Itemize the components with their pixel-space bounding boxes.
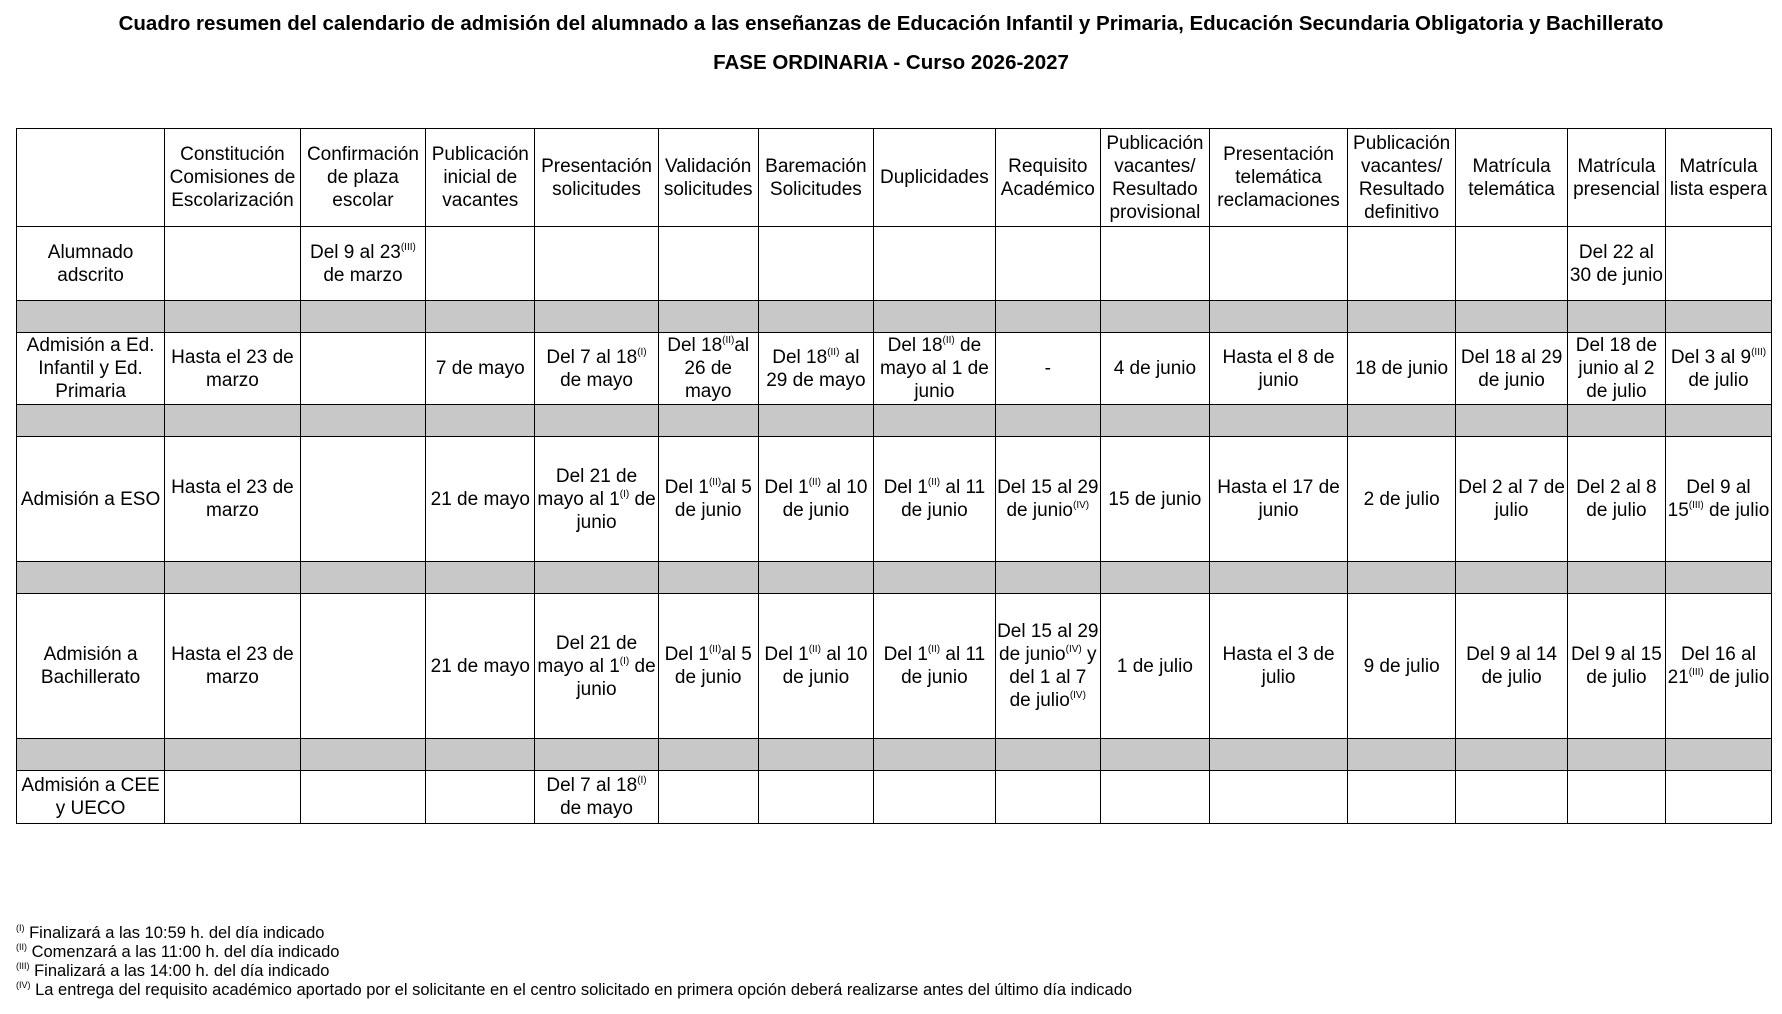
separator-cell xyxy=(1210,562,1348,594)
footnote-marker: (III) xyxy=(1751,346,1767,358)
table-cell xyxy=(300,594,425,739)
footnote-text: Finalizará a las 14:00 h. del día indicado xyxy=(29,962,330,980)
separator-cell xyxy=(758,562,873,594)
column-header: Duplicidades xyxy=(873,129,995,227)
footnote-marker: (I) xyxy=(619,488,630,500)
column-header: Publicación inicial de vacantes xyxy=(426,129,535,227)
table-row xyxy=(17,437,1772,562)
table-cell xyxy=(658,227,758,301)
separator-cell xyxy=(995,301,1100,333)
footnote-marker: (II) xyxy=(722,335,735,346)
separator-cell xyxy=(17,301,165,333)
separator-cell xyxy=(658,739,758,771)
table-cell xyxy=(873,227,995,301)
table-cell: Del 2 al 7 de julio xyxy=(1456,437,1568,562)
footnotes xyxy=(16,924,1132,1000)
table-cell: Del 18 de junio al 2 de julio xyxy=(1567,333,1665,405)
footnote-marker: (I) xyxy=(619,655,630,667)
table-row xyxy=(17,771,1772,824)
table-cell: Hasta el 23 de marzo xyxy=(165,333,301,405)
row-label: Alumnado adscrito xyxy=(17,227,165,301)
separator-cell xyxy=(758,301,873,333)
table-cell xyxy=(1456,771,1568,824)
table-cell: Del 9 al $23^{(III)}$ de marzo xyxy=(300,227,425,301)
separator-cell xyxy=(1665,301,1771,333)
table-cell xyxy=(1347,771,1455,824)
table-row xyxy=(17,333,1772,405)
table-cell: Del 15 al 29 de junio$^{(IV)}$ y del 1 al 7 de julio$^{(IV)}$ xyxy=(995,594,1100,739)
header-row xyxy=(17,129,1772,227)
separator-cell xyxy=(658,301,758,333)
table-cell xyxy=(1456,227,1568,301)
table-cell: Del 21 de mayo al $1^{(I)}$ de junio xyxy=(535,437,658,562)
table-cell: Del $1^{(II)}$ al 11 de junio xyxy=(873,437,995,562)
footnote-item xyxy=(16,981,1132,1000)
column-header: Matrícula lista espera xyxy=(1665,129,1771,227)
footnote-marker: (II) xyxy=(942,335,955,346)
column-header: Requisito Académico xyxy=(995,129,1100,227)
table-cell xyxy=(1210,227,1348,301)
separator-cell xyxy=(1100,405,1209,437)
table-cell: 15 de junio xyxy=(1100,437,1209,562)
table-cell: Del $18^{(II)}$ de mayo al 1 de junio xyxy=(873,333,995,405)
separator-cell xyxy=(995,405,1100,437)
table-cell: Del 3 al $9^{(III)}$ de julio xyxy=(1665,333,1771,405)
separator-cell xyxy=(1567,739,1665,771)
footnote-item xyxy=(16,924,1132,943)
table-cell xyxy=(758,771,873,824)
column-header: Matrícula telemática xyxy=(1456,129,1568,227)
separator-cell xyxy=(17,739,165,771)
footnote-text: Finalizará a las 10:59 h. del día indicado xyxy=(24,924,325,942)
table-cell xyxy=(758,227,873,301)
table-cell xyxy=(426,227,535,301)
separator-row xyxy=(17,301,1772,333)
separator-cell xyxy=(426,405,535,437)
table-cell: - xyxy=(995,333,1100,405)
table-cell xyxy=(873,771,995,824)
table-cell xyxy=(1100,227,1209,301)
separator-cell xyxy=(995,562,1100,594)
table-cell: Del $1^{(II)}$ al 10 de junio xyxy=(758,594,873,739)
footnote-marker: (I) xyxy=(637,775,647,786)
separator-cell xyxy=(165,301,301,333)
separator-cell xyxy=(1456,739,1568,771)
table-row xyxy=(17,594,1772,739)
separator-cell xyxy=(873,301,995,333)
table-cell xyxy=(1567,771,1665,824)
footnote-text: La entrega del requisito académico aportado por el solicitante en el centro solicitado en primera opción deberá realizarse antes del último día indicado xyxy=(30,981,1133,999)
table-cell: Del $1^{(II)}al$ 5 de junio xyxy=(658,437,758,562)
page-subtitle: FASE ORDINARIA - Curso 2026-2027 xyxy=(713,51,1069,74)
footnote-marker: (II) xyxy=(808,644,821,655)
separator-cell xyxy=(1100,739,1209,771)
table-cell: Del $1^{(II)}$ al 10 de junio xyxy=(758,437,873,562)
separator-cell xyxy=(1456,405,1568,437)
table-cell: 7 de mayo xyxy=(426,333,535,405)
table-cell: Hasta el 3 de julio xyxy=(1210,594,1348,739)
separator-cell xyxy=(1665,405,1771,437)
separator-cell xyxy=(1567,301,1665,333)
table-cell xyxy=(1347,227,1455,301)
separator-cell xyxy=(1347,739,1455,771)
separator-cell xyxy=(658,405,758,437)
table-cell xyxy=(300,771,425,824)
footnote-marker: (III) xyxy=(1688,500,1704,511)
table-cell: Del $1^{(II)}al$ 5 de junio xyxy=(658,594,758,739)
separator-cell xyxy=(17,405,165,437)
separator-cell xyxy=(758,739,873,771)
footnote-text: Comenzará a las 11:00 h. del día indicado xyxy=(27,943,340,961)
separator-cell xyxy=(1347,301,1455,333)
footnote-marker: (II) xyxy=(927,477,941,488)
separator-row xyxy=(17,562,1772,594)
separator-cell xyxy=(165,562,301,594)
separator-cell xyxy=(995,739,1100,771)
table-cell: Del 22 al 30 de junio xyxy=(1567,227,1665,301)
footnote-marker: (II) xyxy=(808,477,821,488)
row-label: Admisión a Ed. Infantil y Ed. Primaria xyxy=(17,333,165,405)
table-cell: Hasta el 23 de marzo xyxy=(165,437,301,562)
table-cell: Del 7 al $18^{(I)}$ de mayo xyxy=(535,333,658,405)
separator-cell xyxy=(1665,562,1771,594)
table-cell: Del 9 al $15^{(III)}$ de julio xyxy=(1665,437,1771,562)
table-cell xyxy=(165,227,301,301)
table-cell: 1 de julio xyxy=(1100,594,1209,739)
table-row xyxy=(17,227,1772,301)
column-header: Publicación vacantes/ Resultado definitivo xyxy=(1347,129,1455,227)
footnote-mark: (I) xyxy=(16,923,25,933)
separator-cell xyxy=(300,739,425,771)
table-cell: 18 de junio xyxy=(1347,333,1455,405)
separator-cell xyxy=(1210,405,1348,437)
separator-cell xyxy=(1665,739,1771,771)
separator-cell xyxy=(1567,405,1665,437)
footnote-marker: (III) xyxy=(1688,667,1704,678)
footnote-marker: (I) xyxy=(637,346,647,358)
table-cell xyxy=(1100,771,1209,824)
column-header: Publicación vacantes/ Resultado provisional xyxy=(1100,129,1209,227)
column-header: Confirmación de plaza escolar xyxy=(300,129,425,227)
table-cell xyxy=(1665,771,1771,824)
table-cell xyxy=(995,771,1100,824)
column-header: Validación solicitudes xyxy=(658,129,758,227)
column-header: Presentación solicitudes xyxy=(535,129,658,227)
separator-cell xyxy=(300,301,425,333)
separator-cell xyxy=(1210,301,1348,333)
table-cell: 21 de mayo xyxy=(426,594,535,739)
footnote-marker: (II) xyxy=(927,644,941,655)
table-cell: 9 de julio xyxy=(1347,594,1455,739)
table-cell: Del 2 al 8 de julio xyxy=(1567,437,1665,562)
table-cell: Del 21 de mayo al $1^{(I)}$ de junio xyxy=(535,594,658,739)
column-header: Presentación telemática reclamaciones xyxy=(1210,129,1348,227)
separator-cell xyxy=(535,562,658,594)
separator-cell xyxy=(1567,562,1665,594)
table-cell: Del $18^{(II)}$ al 29 de mayo xyxy=(758,333,873,405)
table-cell: Del 15 al 29 de junio$^{(IV)}$ xyxy=(995,437,1100,562)
separator-cell xyxy=(535,739,658,771)
table-cell: Hasta el 23 de marzo xyxy=(165,594,301,739)
table-cell xyxy=(995,227,1100,301)
separator-cell xyxy=(1347,562,1455,594)
separator-cell xyxy=(300,562,425,594)
column-header: Baremación Solicitudes xyxy=(758,129,873,227)
table-cell xyxy=(1665,227,1771,301)
footnote-marker: (II) xyxy=(708,477,722,488)
separator-cell xyxy=(1210,739,1348,771)
separator-cell xyxy=(535,301,658,333)
footnote-marker: (IV) xyxy=(1065,644,1082,655)
table-cell xyxy=(1210,771,1348,824)
footnote-marker: (III) xyxy=(400,241,416,253)
table-cell xyxy=(426,771,535,824)
separator-cell xyxy=(873,739,995,771)
footnote-marker: (IV) xyxy=(1069,690,1086,701)
column-header: Matrícula presencial xyxy=(1567,129,1665,227)
table-cell: Del 9 al 15 de julio xyxy=(1567,594,1665,739)
column-header xyxy=(17,129,165,227)
table-cell xyxy=(165,771,301,824)
separator-cell xyxy=(1100,301,1209,333)
footnote-mark: (II) xyxy=(16,942,27,952)
footnote-item xyxy=(16,943,1132,962)
separator-cell xyxy=(426,739,535,771)
separator-cell xyxy=(17,562,165,594)
row-label: Admisión a CEE y UECO xyxy=(17,771,165,824)
separator-cell xyxy=(658,562,758,594)
footnote-marker: (II) xyxy=(827,346,840,358)
separator-cell xyxy=(1347,405,1455,437)
separator-cell xyxy=(758,405,873,437)
table-cell: 2 de julio xyxy=(1347,437,1455,562)
footnote-mark: (III) xyxy=(16,961,30,971)
row-label: Admisión a Bachillerato xyxy=(17,594,165,739)
separator-cell xyxy=(1456,562,1568,594)
table-cell: 4 de junio xyxy=(1100,333,1209,405)
table-cell: Del 9 al 14 de julio xyxy=(1456,594,1568,739)
table-cell: Hasta el 17 de junio xyxy=(1210,437,1348,562)
footnote-marker: (II) xyxy=(708,644,722,655)
separator-cell xyxy=(165,405,301,437)
separator-cell xyxy=(426,562,535,594)
table-cell: Del $18^{(II)}al$ 26 de mayo xyxy=(658,333,758,405)
separator-cell xyxy=(1100,562,1209,594)
table-cell: 21 de mayo xyxy=(426,437,535,562)
table-cell: Del 7 al $18^{(I)}$ de mayo xyxy=(535,771,658,824)
table-cell xyxy=(658,771,758,824)
separator-cell xyxy=(535,405,658,437)
separator-cell xyxy=(300,405,425,437)
table-cell: Del 18 al 29 de junio xyxy=(1456,333,1568,405)
separator-cell xyxy=(426,301,535,333)
row-label: Admisión a ESO xyxy=(17,437,165,562)
table-cell xyxy=(300,333,425,405)
table-cell xyxy=(535,227,658,301)
table-cell: Del $1^{(II)}$ al 11 de junio xyxy=(873,594,995,739)
footnote-item xyxy=(16,962,1132,981)
column-header: Constitución Comisiones de Escolarización xyxy=(165,129,301,227)
page-title: Cuadro resumen del calendario de admisión del alumnado a las enseñanzas de Educación Infantil y Primaria, Educación Secundaria Obligatoria y Bachillerato xyxy=(118,12,1664,35)
separator-cell xyxy=(873,562,995,594)
footnote-marker: (IV) xyxy=(1073,500,1090,511)
table-cell: Del 16 al $21^{(III)}$ de julio xyxy=(1665,594,1771,739)
table-cell xyxy=(300,437,425,562)
separator-cell xyxy=(1456,301,1568,333)
separator-cell xyxy=(873,405,995,437)
separator-row xyxy=(17,739,1772,771)
admission-calendar-table xyxy=(16,128,1772,824)
separator-row xyxy=(17,405,1772,437)
footnote-mark: (IV) xyxy=(16,980,31,990)
separator-cell xyxy=(165,739,301,771)
table-cell: Hasta el 8 de junio xyxy=(1210,333,1348,405)
